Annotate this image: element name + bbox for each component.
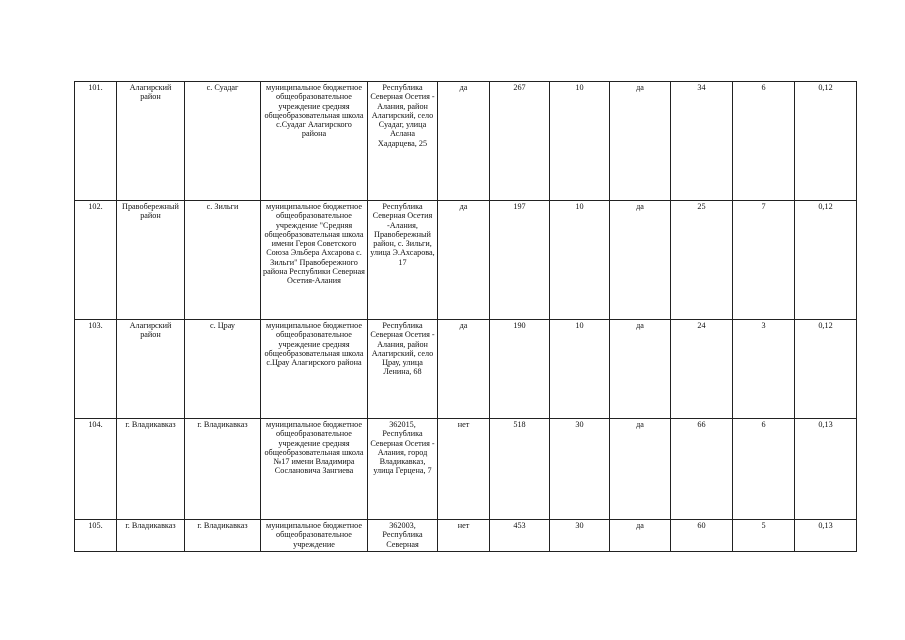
table-row [75, 320, 857, 419]
col12-cell: 0,13 [795, 520, 857, 552]
district-cell: Алагирский район [117, 320, 185, 419]
locality-cell: с. Суадаг [185, 82, 261, 201]
locality-cell: г. Владикавказ [185, 419, 261, 520]
col12-cell: 0,12 [795, 82, 857, 201]
district-cell: Правобережный район [117, 201, 185, 320]
col10-cell: 60 [671, 520, 733, 552]
locality-cell: с. Зильги [185, 201, 261, 320]
institution-cell: муниципальное бюджетное общеобразовательное учреждение средняя общеобразовательная школа с.Суадаг Алагирского района [261, 82, 368, 201]
col6-cell: нет [438, 520, 490, 552]
col12-cell: 0,12 [795, 320, 857, 419]
locality-cell: г. Владикавказ [185, 520, 261, 552]
table-row [75, 520, 857, 552]
col12-cell: 0,13 [795, 419, 857, 520]
col9-cell: да [610, 320, 671, 419]
institution-cell: муниципальное бюджетное общеобразовательное учреждение "Средняя общеобразовательная школа имени Героя Советского Союза Эльбера Ахсарова с. Зильги" Правобережного района Республики Северная Осетия-Алания [261, 201, 368, 320]
row-number: 103. [75, 320, 117, 419]
col6-cell: да [438, 201, 490, 320]
col7-cell: 190 [490, 320, 550, 419]
district-cell: Алагирский район [117, 82, 185, 201]
institution-cell: муниципальное бюджетное общеобразовательное учреждение средняя общеобразовательная школа с.Црау Алагирского района [261, 320, 368, 419]
col10-cell: 34 [671, 82, 733, 201]
district-cell: г. Владикавказ [117, 419, 185, 520]
col7-cell: 518 [490, 419, 550, 520]
address-cell: 362003, Республика Северная [368, 520, 438, 552]
col10-cell: 24 [671, 320, 733, 419]
col10-cell: 25 [671, 201, 733, 320]
table-row [75, 201, 857, 320]
col8-cell: 10 [550, 201, 610, 320]
col9-cell: да [610, 201, 671, 320]
schools-table [74, 81, 857, 552]
col10-cell: 66 [671, 419, 733, 520]
col8-cell: 30 [550, 419, 610, 520]
col6-cell: да [438, 320, 490, 419]
col11-cell: 6 [733, 419, 795, 520]
col9-cell: да [610, 419, 671, 520]
col9-cell: да [610, 520, 671, 552]
col7-cell: 453 [490, 520, 550, 552]
table-row [75, 419, 857, 520]
col7-cell: 197 [490, 201, 550, 320]
locality-cell: с. Црау [185, 320, 261, 419]
district-cell: г. Владикавказ [117, 520, 185, 552]
table-row [75, 82, 857, 201]
col8-cell: 30 [550, 520, 610, 552]
row-number: 102. [75, 201, 117, 320]
col12-cell: 0,12 [795, 201, 857, 320]
address-cell: Республика Северная Осетия -Алания, Правобережный район, с. Зильги, улица Э.Ахсарова, 17 [368, 201, 438, 320]
row-number: 104. [75, 419, 117, 520]
col6-cell: да [438, 82, 490, 201]
address-cell: 362015, Республика Северная Осетия - Алания, город Владикавказ, улица Герцена, 7 [368, 419, 438, 520]
col6-cell: нет [438, 419, 490, 520]
address-cell: Республика Северная Осетия - Алания, район Алагирский, село Суадаг, улица Аслана Хадарцева, 25 [368, 82, 438, 201]
row-number: 105. [75, 520, 117, 552]
col9-cell: да [610, 82, 671, 201]
col11-cell: 6 [733, 82, 795, 201]
col11-cell: 7 [733, 201, 795, 320]
col7-cell: 267 [490, 82, 550, 201]
institution-cell: муниципальное бюджетное общеобразовательное учреждение [261, 520, 368, 552]
col8-cell: 10 [550, 82, 610, 201]
col11-cell: 5 [733, 520, 795, 552]
institution-cell: муниципальное бюджетное общеобразовательное учреждение средняя общеобразовательная школа №17 имени Владимира Сослановича Зангиева [261, 419, 368, 520]
address-cell: Республика Северная Осетия - Алания, район Алагирский, село Црау, улица Ленина, 68 [368, 320, 438, 419]
col8-cell: 10 [550, 320, 610, 419]
row-number: 101. [75, 82, 117, 201]
col11-cell: 3 [733, 320, 795, 419]
